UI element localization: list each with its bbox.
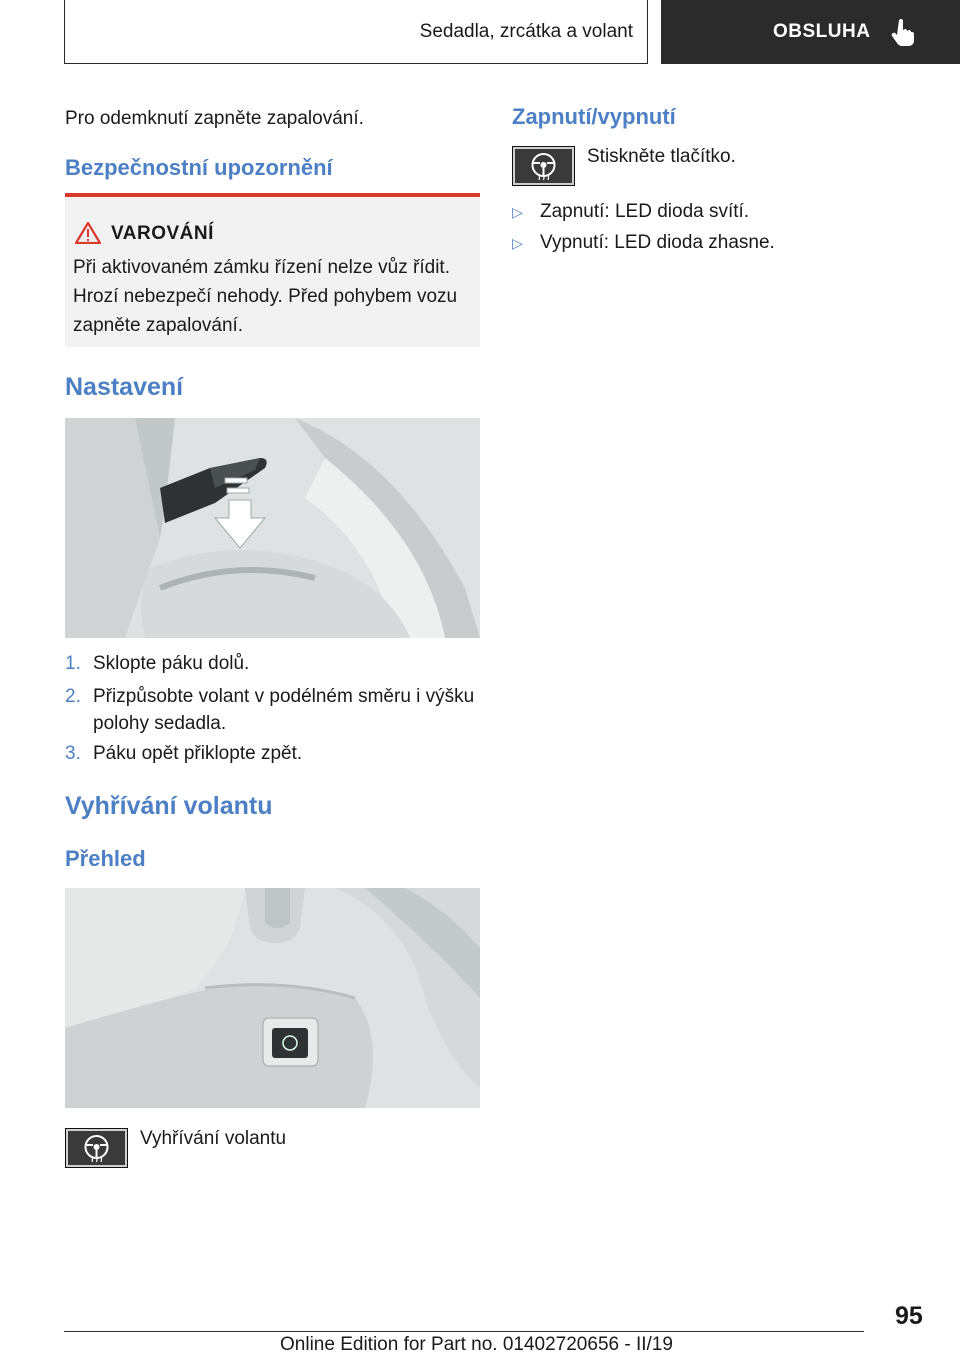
list-item bbox=[65, 683, 480, 734]
press-button-text: Stiskněte tlačítko. bbox=[587, 146, 736, 167]
page-number: 95 bbox=[895, 1302, 923, 1330]
header-chapter bbox=[64, 0, 648, 64]
warning-text: Při aktivovaném zámku řízení nelze vůz řídit. Hrozí nebezpečí nehody. Před pohybem vozu zapněte zapalování. bbox=[73, 257, 458, 336]
pointing-hand-icon bbox=[890, 18, 916, 46]
list-item bbox=[512, 199, 749, 225]
step-number: 2. bbox=[65, 686, 81, 707]
onoff-heading: Zapnutí/vypnutí bbox=[512, 104, 676, 129]
step-text: Sklopte páku dolů. bbox=[93, 653, 250, 674]
heating-button-photo bbox=[65, 888, 480, 1108]
overview-heading: Přehled bbox=[65, 846, 146, 871]
intro-text: Pro odemknutí zapněte zapalování. bbox=[65, 108, 364, 129]
warning-title: VAROVÁNÍ bbox=[111, 223, 214, 244]
step-number: 3. bbox=[65, 743, 81, 764]
heated-steering-wheel-icon bbox=[66, 1129, 127, 1167]
list-item bbox=[65, 650, 480, 677]
list-item bbox=[65, 740, 480, 767]
footer-divider bbox=[64, 1331, 864, 1332]
bullet-text: Zapnutí: LED dioda svítí. bbox=[540, 201, 750, 222]
warning-box bbox=[65, 193, 480, 347]
heated-steering-wheel-button bbox=[65, 1128, 128, 1168]
settings-heading: Nastavení bbox=[65, 373, 184, 401]
step-text: Přizpůsobte volant v podélném směru i výšku polohy sedadla. bbox=[93, 686, 475, 734]
heating-heading: Vyhřívání volantu bbox=[65, 792, 273, 820]
step-number: 1. bbox=[65, 653, 81, 674]
footer-edition: Online Edition for Part no. 01402720656 - II/19 bbox=[280, 1334, 673, 1355]
header-section bbox=[661, 0, 960, 64]
bullet-triangle-icon: ▷ bbox=[512, 235, 523, 251]
steering-lever-photo bbox=[65, 418, 480, 638]
bullet-text: Vypnutí: LED dioda zhasne. bbox=[540, 232, 775, 253]
heating-caption: Vyhřívání volantu bbox=[140, 1128, 287, 1149]
header-chapter-label: Sedadla, zrcátka a volant bbox=[419, 20, 633, 42]
bullet-triangle-icon: ▷ bbox=[512, 204, 523, 220]
step-text: Páku opět přiklopte zpět. bbox=[93, 743, 303, 764]
list-item bbox=[512, 230, 775, 256]
header-section-label: OBSLUHA bbox=[773, 21, 871, 42]
heated-steering-wheel-button bbox=[512, 146, 575, 186]
safety-heading: Bezpečnostní upozornění bbox=[65, 155, 333, 180]
warning-triangle-icon bbox=[75, 222, 101, 244]
heated-steering-wheel-icon bbox=[513, 147, 574, 185]
